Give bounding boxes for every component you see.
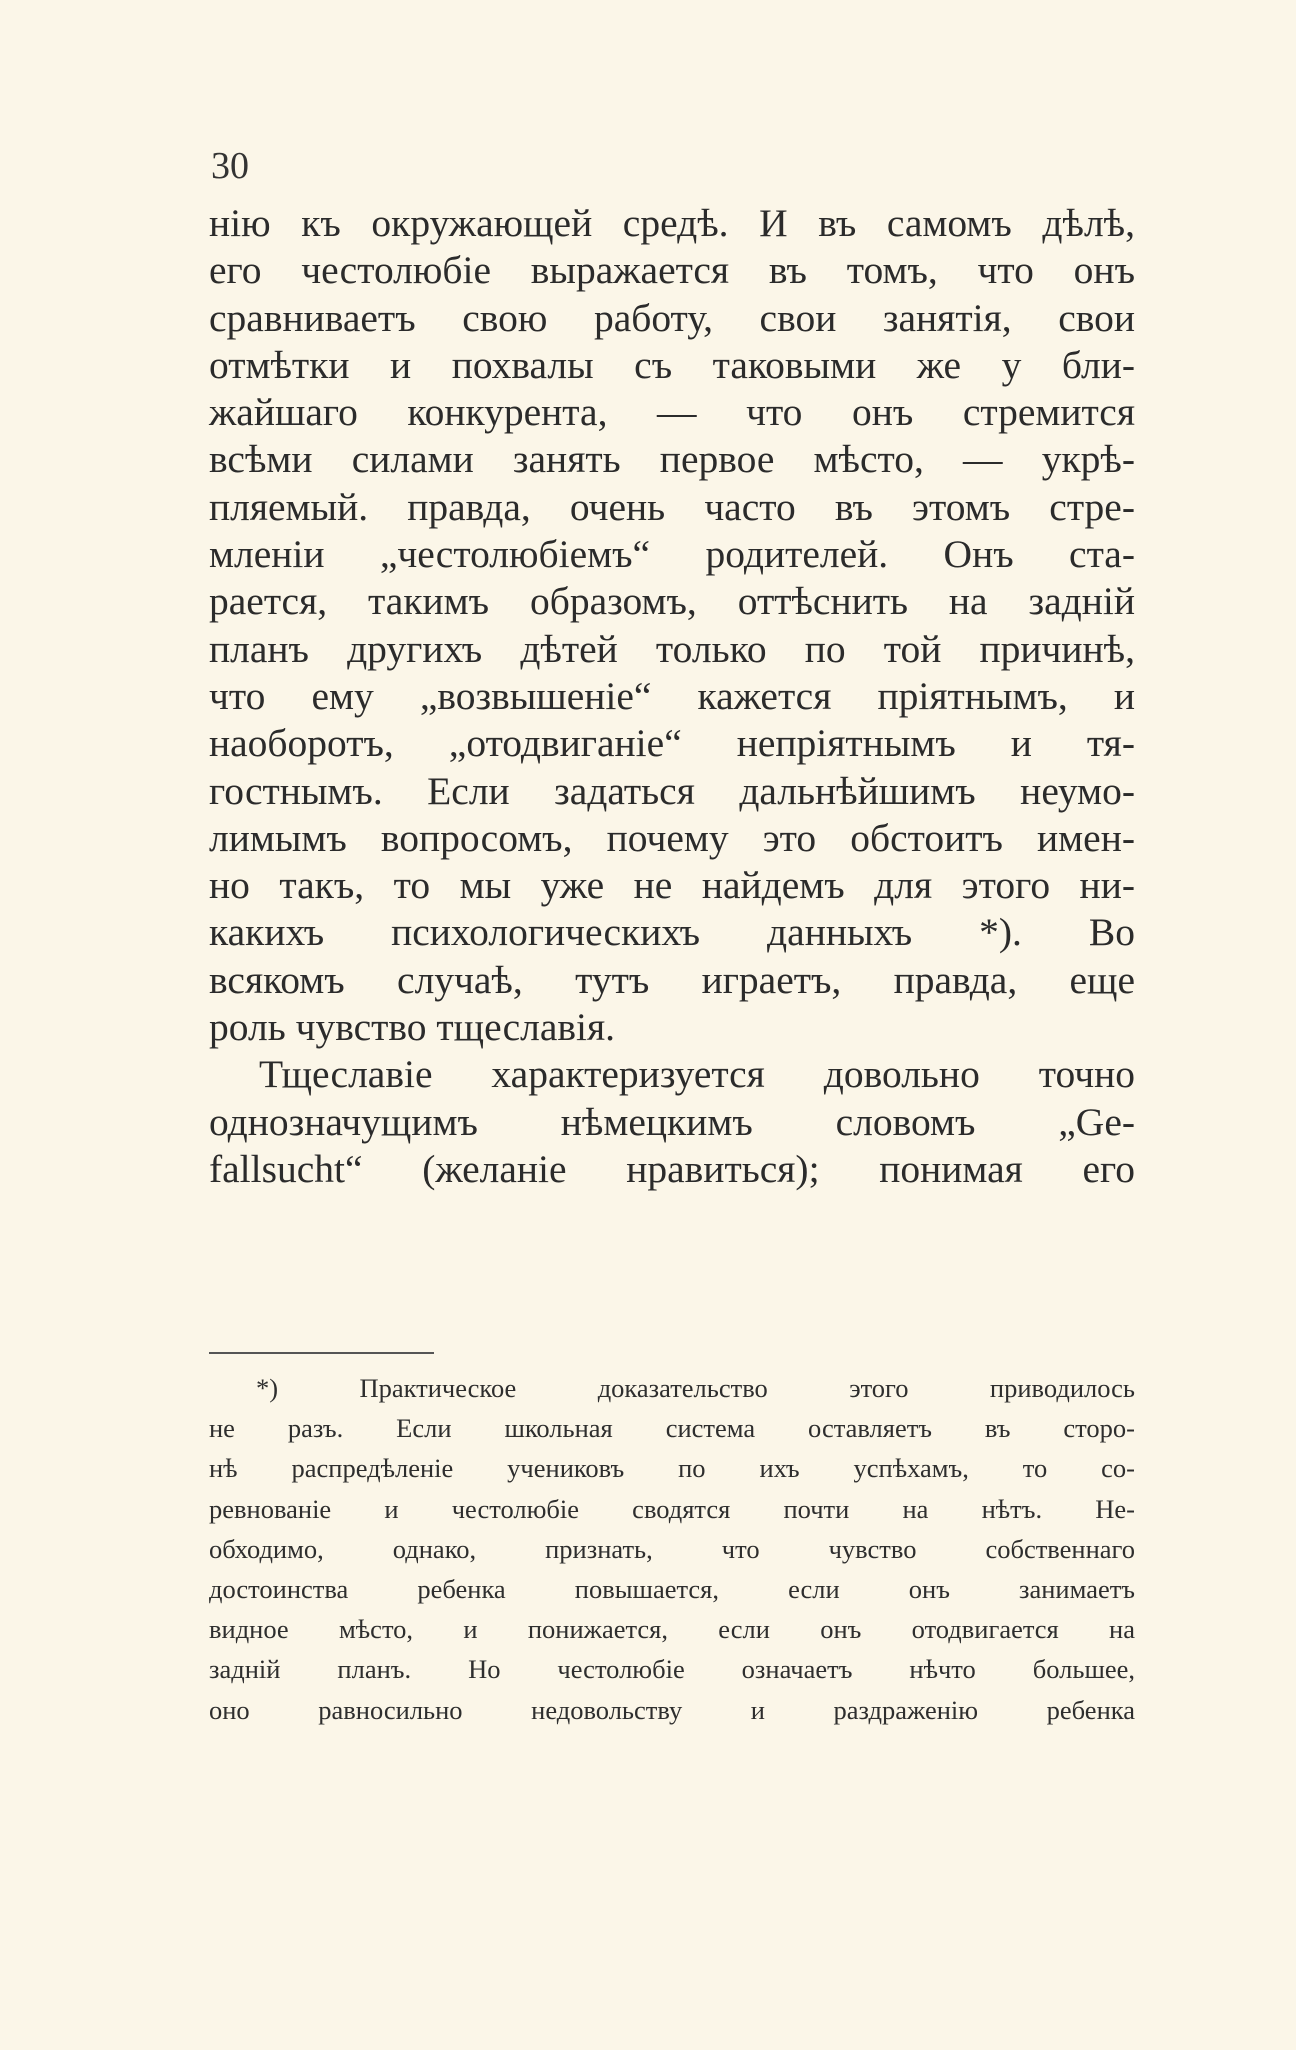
text-line: отмѣтки и похвалы съ таковыми же у бли-: [209, 342, 1135, 387]
text-line: что ему „возвышеніе“ кажется пріятнымъ, и: [209, 673, 1135, 718]
text-line: мленіи „честолюбіемъ“ родителей. Онъ ста-: [209, 532, 1135, 577]
footnote-line: оно равносильно недовольству и раздраженію ребенка: [209, 1694, 1135, 1725]
text-line: рается, такимъ образомъ, оттѣснить на задній: [209, 579, 1135, 624]
text-line: планъ другихъ дѣтей только по той причинѣ,: [209, 626, 1135, 671]
text-line: нію къ окружающей средѣ. И въ самомъ дѣлѣ,: [209, 201, 1135, 245]
text-line: наоборотъ, „отодвиганіе“ непріятнымъ и тя-: [209, 721, 1135, 766]
text-line: однозначущимъ нѣмецкимъ словомъ „Ge-: [209, 1099, 1135, 1144]
footnote-line: не разъ. Если школьная система оставляетъ въ сторо-: [209, 1413, 1135, 1444]
text-line: fallsucht“ (желаніе нравиться); понимая его: [209, 1146, 1135, 1191]
paragraph-start-line: Тщеславіе характеризуется довольно точно: [259, 1052, 1135, 1097]
footnote-line: обходимо, однако, признать, что чувство собственнаго: [209, 1533, 1135, 1564]
footnote: [209, 1368, 1135, 1730]
text-line: сравниваетъ свою работу, свои занятія, свои: [209, 295, 1135, 340]
footnote-line: достоинства ребенка повышается, если онъ занимаетъ: [209, 1574, 1135, 1605]
text-line: но такъ, то мы уже не найдемъ для этого ни-: [209, 863, 1135, 908]
text-line: лимымъ вопросомъ, почему это обстоитъ имен-: [209, 815, 1135, 860]
text-line: жайшаго конкурента, — что онъ стремится: [209, 390, 1135, 435]
paragraph-end-line: роль чувство тщеславія.: [209, 1005, 616, 1050]
text-line: его честолюбіе выражается въ томъ, что онъ: [209, 248, 1135, 293]
text-line: какихъ психологическихъ данныхъ *). Во: [209, 910, 1135, 955]
footnote-line: *) Практическое доказательство этого приводилось: [256, 1373, 1135, 1403]
text-line: гостнымъ. Если задаться дальнѣйшимъ неумо-: [209, 768, 1135, 813]
footnote-line: задній планъ. Но честолюбіе означаетъ нѣчто большее,: [209, 1654, 1135, 1685]
page-number: 30: [211, 145, 249, 187]
footnote-line: видное мѣсто, и понижается, если онъ отодвигается на: [209, 1614, 1135, 1645]
text-line: пляемый. правда, очень часто въ этомъ стре-: [209, 484, 1135, 529]
text-line: всѣми силами занять первое мѣсто, — укрѣ-: [209, 437, 1135, 482]
main-text: [209, 200, 1135, 1193]
footnote-line: нѣ распредѣленіе учениковъ по ихъ успѣхамъ, то со-: [209, 1453, 1135, 1484]
footnote-line: ревнованіе и честолюбіе сводятся почти на нѣтъ. Не-: [209, 1493, 1135, 1524]
text-line: всякомъ случаѣ, тутъ играетъ, правда, еще: [209, 957, 1135, 1002]
footnote-divider: [209, 1352, 434, 1354]
